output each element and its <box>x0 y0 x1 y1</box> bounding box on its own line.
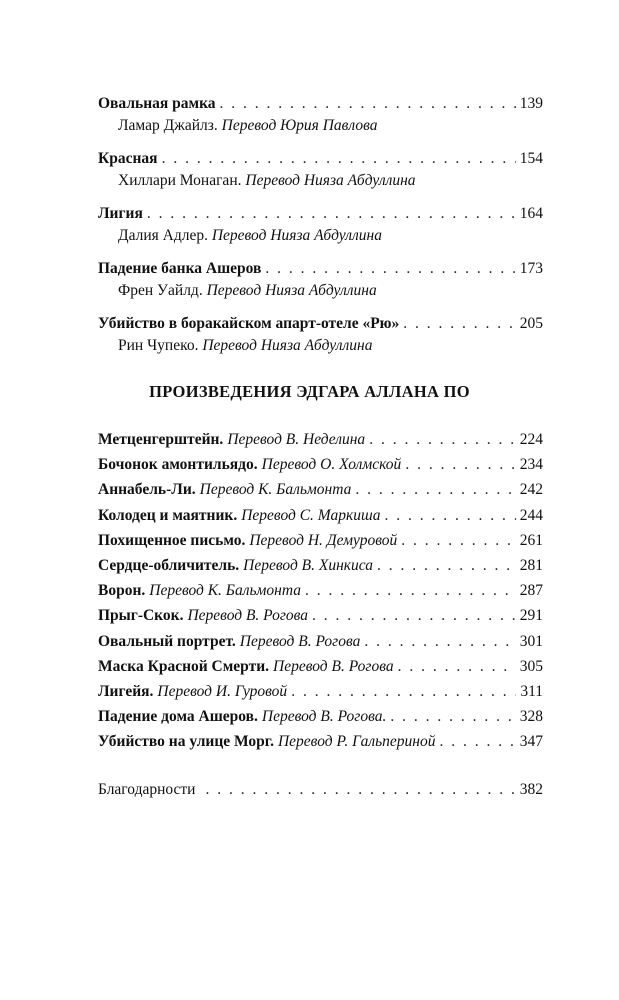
page-number: 173 <box>519 260 543 277</box>
toc-entry-row <box>98 578 543 603</box>
entry-translator: Перевод В. Хинкиса <box>243 557 374 575</box>
toc-entry-row <box>98 704 543 729</box>
toc-entry <box>98 93 543 148</box>
leader-dots <box>403 313 515 335</box>
toc-entry <box>98 313 543 368</box>
page-number: 347 <box>519 733 543 751</box>
leader-dots <box>364 629 515 654</box>
leader-dots <box>205 779 515 801</box>
entry-title: Ворон. <box>98 582 146 600</box>
toc-entry-row <box>98 477 543 502</box>
toc-entry-row <box>98 729 543 754</box>
leader-dots <box>390 704 515 729</box>
leader-dots <box>162 148 516 170</box>
toc-entry-row <box>98 427 543 452</box>
entry-credit <box>98 280 543 302</box>
toc-entry-row <box>98 503 543 528</box>
entry-translator: Перевод И. Гуровой <box>157 683 288 701</box>
page-number: 139 <box>519 95 543 112</box>
entry-translator: Перевод Нияза Абдуллина <box>245 172 416 189</box>
entry-translator: Перевод Нияза Абдуллина <box>211 227 382 244</box>
toc-entry <box>98 148 543 203</box>
page-number: 244 <box>519 506 543 524</box>
entry-credit <box>98 225 543 247</box>
toc-entry-row <box>98 553 543 578</box>
page-number: 301 <box>519 632 543 650</box>
entry-title: Лигия <box>98 205 143 222</box>
page-number: 154 <box>519 150 543 167</box>
acknowledgements-entry <box>98 779 543 801</box>
page-number: 224 <box>519 431 543 448</box>
leader-dots <box>305 578 516 603</box>
leader-dots <box>398 654 516 679</box>
leader-dots <box>355 477 515 502</box>
leader-dots <box>220 93 516 115</box>
entry-title: Красная <box>98 150 158 167</box>
entry-title: Убийство на улице Морг. <box>98 733 274 751</box>
toc-entry-row <box>98 203 543 225</box>
section-heading: ПРОИЗВЕДЕНИЯ ЭДГАРА АЛЛАНА ПО <box>149 382 470 401</box>
page-number: 328 <box>519 708 543 726</box>
entry-translator: Перевод В. Неделина <box>227 431 366 448</box>
toc-entry-row <box>98 603 543 628</box>
page-number: 305 <box>519 657 543 675</box>
entry-translator: Перевод В. Рогова. <box>261 708 387 726</box>
leader-dots <box>439 729 515 754</box>
leader-dots <box>265 258 515 280</box>
toc-entry-row <box>98 679 543 704</box>
entry-translator: Перевод В. Рогова <box>239 632 361 650</box>
entry-translator: Перевод Нияза Абдуллина <box>206 282 377 299</box>
page-number: 205 <box>519 315 543 332</box>
toc-entry-row <box>98 148 543 170</box>
entry-title: Убийство в боракайском апарт-отеле «Рю» <box>98 315 400 332</box>
toc-entry-row <box>98 654 543 679</box>
stories-list <box>98 93 543 368</box>
entry-author: Рин Чупеко. <box>118 337 199 354</box>
entry-translator: Перевод Нияза Абдуллина <box>202 337 373 354</box>
leader-dots <box>401 528 516 553</box>
entry-title: Колодец и маятник. <box>98 506 238 524</box>
toc-entry-row <box>98 452 543 477</box>
entry-translator: Перевод Р. Гальпериной <box>277 733 436 751</box>
entry-title: Лигейя. <box>98 683 154 701</box>
entry-title: Метценгерштейн. <box>98 431 224 448</box>
entry-title: Падение банка Ашеров <box>98 260 262 277</box>
entry-title: Прыг-Скок. <box>98 607 184 625</box>
page-number: 311 <box>520 683 543 701</box>
page-number: 291 <box>519 607 543 625</box>
entry-title: Маска Красной Смерти. <box>98 657 270 675</box>
leader-dots <box>147 203 516 225</box>
toc-entry-row <box>98 779 543 801</box>
page-number: 242 <box>519 481 543 499</box>
leader-dots <box>369 427 516 452</box>
toc-entry <box>98 203 543 258</box>
leader-dots <box>384 503 515 528</box>
poe-works-list <box>98 427 543 755</box>
entry-credit <box>98 170 543 192</box>
page-number: 164 <box>519 205 543 222</box>
page-number: 261 <box>519 531 543 549</box>
page-number: 234 <box>519 456 543 474</box>
entry-translator: Перевод К. Бальмонта <box>199 481 352 499</box>
entry-translator: Перевод В. Рогова <box>273 657 394 675</box>
entry-title: Похищенное письмо. <box>98 531 246 549</box>
entry-author: Френ Уайлд. <box>118 282 203 299</box>
page-number: 281 <box>519 557 543 575</box>
entry-translator: Перевод О. Холмской <box>261 456 402 474</box>
entry-title: Падение дома Ашеров. <box>98 708 258 726</box>
entry-translator: Перевод Н. Демуровой <box>249 531 398 549</box>
entry-translator: Перевод В. Рогова <box>187 607 309 625</box>
entry-author: Далия Адлер. <box>118 227 208 244</box>
entry-translator: Перевод К. Бальмонта <box>149 582 301 600</box>
toc-entry-row <box>98 258 543 280</box>
entry-title: Аннабель-Ли. <box>98 481 196 499</box>
leader-dots <box>377 553 516 578</box>
entry-translator: Перевод С. Маркиша <box>241 506 381 524</box>
entry-credit <box>98 335 543 357</box>
entry-title: Сердце-обличитель. <box>98 557 240 575</box>
entry-title: Овальная рамка <box>98 95 216 112</box>
entry-translator: Перевод Юрия Павлова <box>221 117 378 134</box>
page-number: 287 <box>519 582 543 600</box>
toc-entry-row <box>98 313 543 335</box>
entry-title: Овальный портрет. <box>98 632 236 650</box>
toc-entry-row <box>98 93 543 115</box>
entry-title: Благодарности <box>98 781 196 798</box>
entry-credit <box>98 115 543 137</box>
page-number: 382 <box>519 781 543 798</box>
entry-author: Ламар Джайлз. <box>118 117 218 134</box>
toc-entry-row <box>98 528 543 553</box>
entry-author: Хиллари Монаган. <box>118 172 242 189</box>
toc-entry-row <box>98 629 543 654</box>
entry-title: Бочонок амонтильядо. <box>98 456 258 474</box>
leader-dots <box>405 452 515 477</box>
leader-dots <box>312 603 516 628</box>
leader-dots <box>291 679 516 704</box>
toc-entry <box>98 258 543 313</box>
